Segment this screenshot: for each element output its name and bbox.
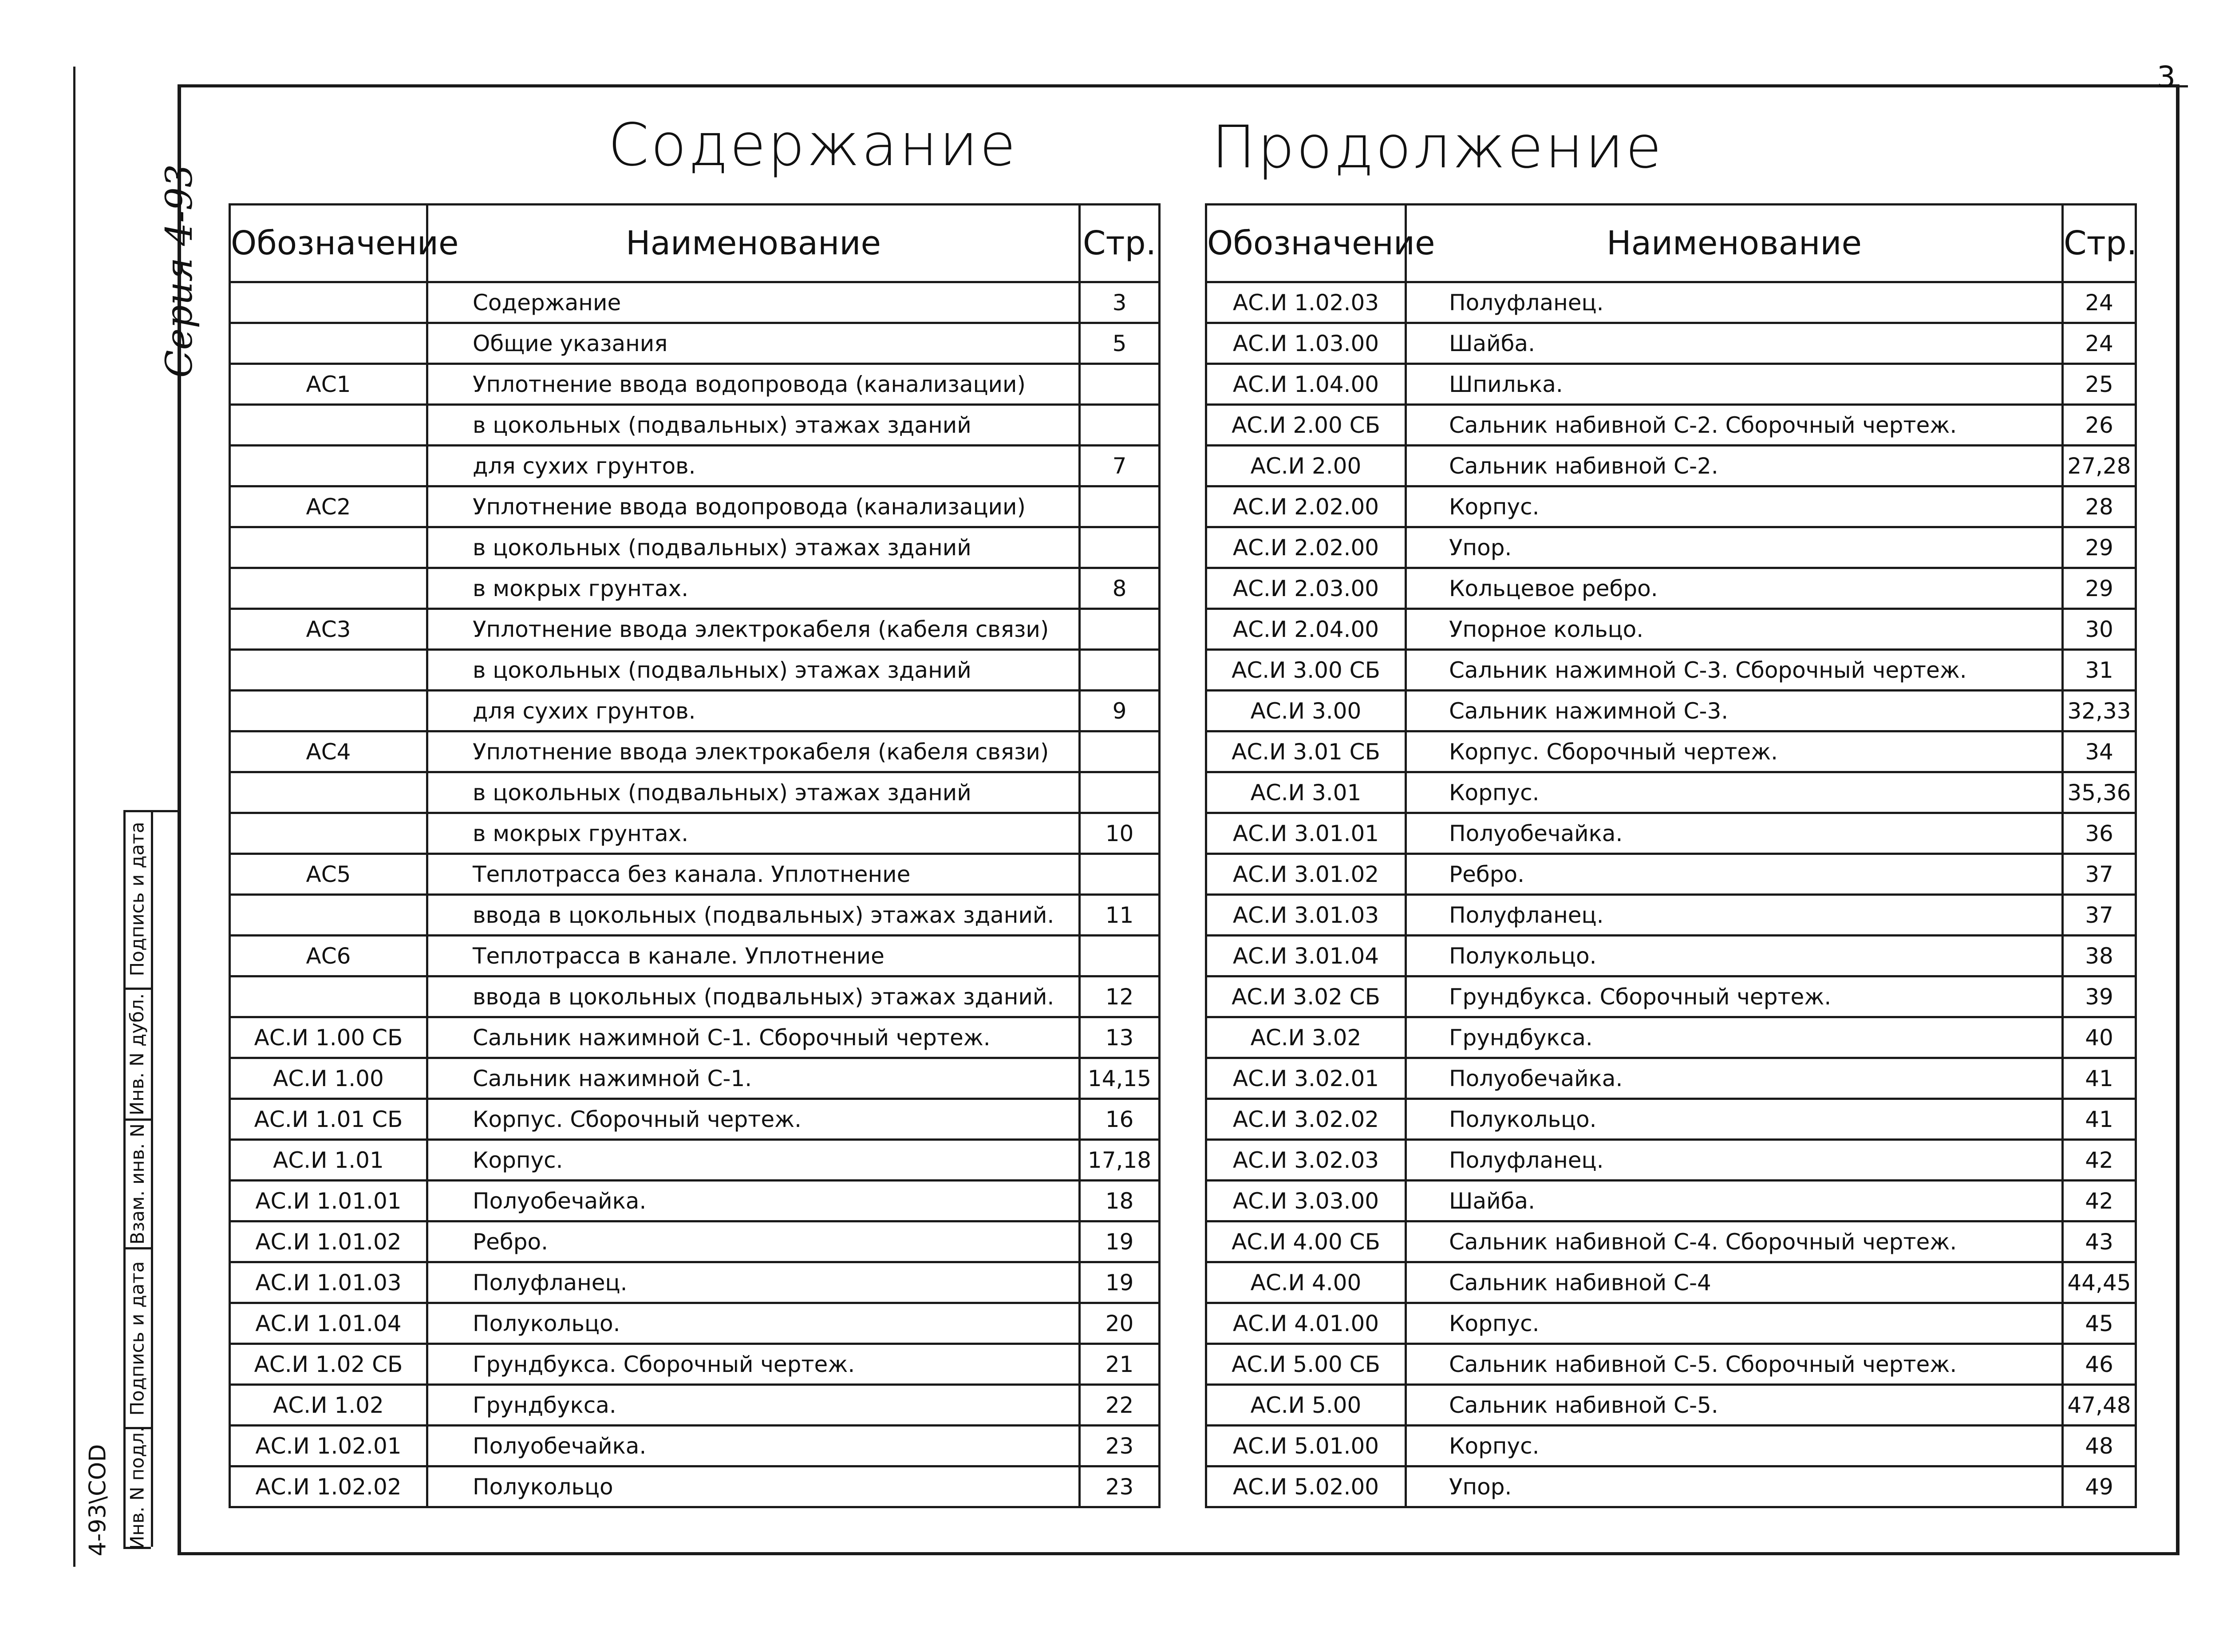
table-row	[230, 1262, 1160, 1303]
row-designation: АС.И 2.03.00	[1206, 568, 1406, 609]
row-name: Корпус.	[1406, 1426, 2063, 1466]
row-designation	[230, 405, 427, 446]
stamp-label: Подпись и дата	[126, 1261, 148, 1415]
table-row	[1206, 854, 2136, 895]
row-name: ввода в цокольных (подвальных) этажах зданий.	[427, 976, 1080, 1017]
row-name: Корпус.	[427, 1140, 1080, 1181]
row-name: Упорное кольцо.	[1406, 609, 2063, 650]
stamp-cell	[123, 1121, 151, 1249]
row-name: Уплотнение ввода электрокабеля (кабеля связи)	[427, 731, 1080, 772]
row-designation: АС.И 1.00	[230, 1058, 427, 1099]
document-code-text: 4-93\СОD	[84, 1444, 111, 1557]
row-designation: АС3	[230, 609, 427, 650]
row-name: Корпус.	[1406, 772, 2063, 813]
table-row	[230, 1344, 1160, 1385]
row-page: 37	[2063, 895, 2136, 936]
header-name: Наименование	[1406, 205, 2063, 282]
row-page: 39	[2063, 976, 2136, 1017]
table-row	[1206, 446, 2136, 486]
row-designation	[230, 323, 427, 364]
table-row	[1206, 813, 2136, 854]
row-page: 9	[1080, 691, 1160, 731]
row-designation: АС.И 5.02.00	[1206, 1466, 1406, 1507]
row-page: 38	[2063, 936, 2136, 976]
row-designation: АС.И 2.02.00	[1206, 486, 1406, 527]
table-row	[1206, 323, 2136, 364]
table-row	[230, 772, 1160, 813]
table-row	[230, 1058, 1160, 1099]
row-name: Общие указания	[427, 323, 1080, 364]
row-page: 43	[2063, 1221, 2136, 1262]
table-row	[1206, 1140, 2136, 1181]
contents-table-right	[1205, 203, 2137, 1508]
row-page: 34	[2063, 731, 2136, 772]
table-row	[230, 1099, 1160, 1140]
row-designation: АС.И 1.03.00	[1206, 323, 1406, 364]
row-name: Сальник набивной С-5.	[1406, 1385, 2063, 1426]
table-row	[1206, 1221, 2136, 1262]
table-row	[230, 282, 1160, 323]
left-binding-line	[73, 67, 75, 1567]
stamp-cell	[123, 990, 151, 1121]
row-name: Грундбукса.	[427, 1385, 1080, 1426]
row-page: 19	[1080, 1221, 1160, 1262]
row-name: ввода в цокольных (подвальных) этажах зданий.	[427, 895, 1080, 936]
table-row	[230, 1140, 1160, 1181]
row-name: Теплотрасса в канале. Уплотнение	[427, 936, 1080, 976]
row-page: 24	[2063, 282, 2136, 323]
row-page: 48	[2063, 1426, 2136, 1466]
table-row	[230, 1426, 1160, 1466]
row-designation: АС.И 1.01.04	[230, 1303, 427, 1344]
row-designation: АС.И 1.01.02	[230, 1221, 427, 1262]
row-designation: АС.И 5.01.00	[1206, 1426, 1406, 1466]
row-page: 29	[2063, 527, 2136, 568]
row-designation: АС.И 1.04.00	[1206, 364, 1406, 405]
header-designation: Обозначение	[230, 205, 427, 282]
table-row	[1206, 650, 2136, 691]
row-page	[1080, 731, 1160, 772]
row-name: Полуобечайка.	[1406, 813, 2063, 854]
header-designation: Обозначение	[1206, 205, 1406, 282]
row-page	[1080, 405, 1160, 446]
row-name: Шайба.	[1406, 1181, 2063, 1221]
row-name: Полукольцо.	[1406, 936, 2063, 976]
stamp-cell	[123, 1249, 151, 1429]
row-page: 37	[2063, 854, 2136, 895]
row-designation	[230, 813, 427, 854]
table-row	[1206, 1466, 2136, 1507]
table-row	[230, 976, 1160, 1017]
stamp-label: Подпись и дата	[126, 822, 148, 976]
table-row	[230, 650, 1160, 691]
table-row	[1206, 282, 2136, 323]
table-row	[1206, 364, 2136, 405]
row-page: 40	[2063, 1017, 2136, 1058]
row-name: в цокольных (подвальных) этажах зданий	[427, 650, 1080, 691]
row-name: Грундбукса. Сборочный чертеж.	[427, 1344, 1080, 1385]
row-page: 45	[2063, 1303, 2136, 1344]
row-name: Кольцевое ребро.	[1406, 568, 2063, 609]
row-designation: АС.И 5.00 СБ	[1206, 1344, 1406, 1385]
row-name: Полуфланец.	[1406, 282, 2063, 323]
row-name: Полукольцо.	[427, 1303, 1080, 1344]
header-page: Стр.	[2063, 205, 2136, 282]
row-page: 12	[1080, 976, 1160, 1017]
row-designation: АС6	[230, 936, 427, 976]
row-page: 28	[2063, 486, 2136, 527]
table-row	[230, 1385, 1160, 1426]
row-name: Сальник набивной С-5. Сборочный чертеж.	[1406, 1344, 2063, 1385]
row-designation: АС.И 3.00 СБ	[1206, 650, 1406, 691]
row-name: Полукольцо.	[1406, 1099, 2063, 1140]
table-row	[1206, 1344, 2136, 1385]
row-name: Корпус.	[1406, 486, 2063, 527]
row-page	[1080, 609, 1160, 650]
contents-rows-left	[230, 282, 1160, 1507]
row-designation: АС.И 3.01.04	[1206, 936, 1406, 976]
row-page: 11	[1080, 895, 1160, 936]
row-designation: АС.И 2.00 СБ	[1206, 405, 1406, 446]
table-row	[230, 1303, 1160, 1344]
row-page: 14,15	[1080, 1058, 1160, 1099]
row-page	[1080, 527, 1160, 568]
row-designation: АС.И 4.00 СБ	[1206, 1221, 1406, 1262]
table-row	[1206, 1058, 2136, 1099]
row-name: Полуфланец.	[1406, 895, 2063, 936]
row-designation: АС.И 3.03.00	[1206, 1181, 1406, 1221]
header-name: Наименование	[427, 205, 1080, 282]
row-designation: АС.И 1.01.03	[230, 1262, 427, 1303]
row-page: 20	[1080, 1303, 1160, 1344]
row-designation: АС.И 1.00 СБ	[230, 1017, 427, 1058]
row-designation: АС.И 3.02.01	[1206, 1058, 1406, 1099]
row-designation: АС.И 1.01	[230, 1140, 427, 1181]
row-designation: АС.И 1.02 СБ	[230, 1344, 427, 1385]
row-name: Полуобечайка.	[427, 1181, 1080, 1221]
table-row	[1206, 1181, 2136, 1221]
table-row	[230, 1221, 1160, 1262]
row-page: 7	[1080, 446, 1160, 486]
row-designation: АС.И 1.02.01	[230, 1426, 427, 1466]
table-row	[230, 568, 1160, 609]
row-name: в мокрых грунтах.	[427, 568, 1080, 609]
row-name: Упор.	[1406, 1466, 2063, 1507]
row-designation: АС.И 1.02.03	[1206, 282, 1406, 323]
row-page: 47,48	[2063, 1385, 2136, 1426]
table-row	[230, 486, 1160, 527]
row-designation: АС.И 3.02	[1206, 1017, 1406, 1058]
row-name: Сальник нажимной С-1. Сборочный чертеж.	[427, 1017, 1080, 1058]
row-designation: АС.И 2.00	[1206, 446, 1406, 486]
row-designation: АС.И 3.01.02	[1206, 854, 1406, 895]
table-row	[1206, 568, 2136, 609]
row-designation: АС.И 1.01.01	[230, 1181, 427, 1221]
table-row	[1206, 1017, 2136, 1058]
row-page	[1080, 936, 1160, 976]
row-designation: АС.И 1.02	[230, 1385, 427, 1426]
row-page: 26	[2063, 405, 2136, 446]
row-page: 23	[1080, 1426, 1160, 1466]
table-row	[230, 813, 1160, 854]
series-label	[146, 146, 213, 395]
row-name: в мокрых грунтах.	[427, 813, 1080, 854]
row-page	[1080, 854, 1160, 895]
row-name: Уплотнение ввода электрокабеля (кабеля связи)	[427, 609, 1080, 650]
table-row	[230, 405, 1160, 446]
row-name: Сальник нажимной С-1.	[427, 1058, 1080, 1099]
table-row	[230, 936, 1160, 976]
row-page: 17,18	[1080, 1140, 1160, 1181]
title-continuation: Продолжение	[1212, 113, 1663, 182]
row-name: Корпус. Сборочный чертеж.	[1406, 731, 2063, 772]
row-page: 23	[1080, 1466, 1160, 1507]
row-page: 18	[1080, 1181, 1160, 1221]
table-row	[230, 323, 1160, 364]
row-designation	[230, 568, 427, 609]
row-designation: АС.И 3.01	[1206, 772, 1406, 813]
row-name: в цокольных (подвальных) этажах зданий	[427, 772, 1080, 813]
table-row	[1206, 731, 2136, 772]
table-row	[1206, 486, 2136, 527]
row-name: Уплотнение ввода водопровода (канализации)	[427, 364, 1080, 405]
table-row	[230, 364, 1160, 405]
row-page: 29	[2063, 568, 2136, 609]
row-page: 32,33	[2063, 691, 2136, 731]
row-name: Полуфланец.	[1406, 1140, 2063, 1181]
row-name: Полукольцо	[427, 1466, 1080, 1507]
table-row	[1206, 609, 2136, 650]
row-page: 19	[1080, 1262, 1160, 1303]
table-row	[1206, 1262, 2136, 1303]
row-designation	[230, 527, 427, 568]
row-name: Сальник набивной С-2. Сборочный чертеж.	[1406, 405, 2063, 446]
row-designation: АС4	[230, 731, 427, 772]
row-page: 36	[2063, 813, 2136, 854]
stamp-label: Инв. N дубл.	[126, 993, 148, 1115]
row-designation: АС.И 3.01.01	[1206, 813, 1406, 854]
row-designation: АС.И 3.01.03	[1206, 895, 1406, 936]
table-header-row	[1206, 205, 2136, 282]
row-page	[1080, 486, 1160, 527]
row-name: Сальник нажимной С-3.	[1406, 691, 2063, 731]
row-designation	[230, 446, 427, 486]
row-page: 13	[1080, 1017, 1160, 1058]
row-name: Сальник набивной С-4. Сборочный чертеж.	[1406, 1221, 2063, 1262]
row-name: Грундбукса. Сборочный чертеж.	[1406, 976, 2063, 1017]
table-row	[230, 446, 1160, 486]
table-header-row	[230, 205, 1160, 282]
table-row	[1206, 1099, 2136, 1140]
row-name: Ребро.	[427, 1221, 1080, 1262]
row-page: 8	[1080, 568, 1160, 609]
row-name: Сальник набивной С-4	[1406, 1262, 2063, 1303]
row-page: 44,45	[2063, 1262, 2136, 1303]
table-row	[230, 609, 1160, 650]
table-row	[230, 731, 1160, 772]
row-designation	[230, 650, 427, 691]
row-page: 30	[2063, 609, 2136, 650]
row-name: Сальник набивной С-2.	[1406, 446, 2063, 486]
row-name: для сухих грунтов.	[427, 446, 1080, 486]
row-page	[1080, 650, 1160, 691]
table-row	[1206, 1426, 2136, 1466]
row-page: 3	[1080, 282, 1160, 323]
row-page: 10	[1080, 813, 1160, 854]
row-designation: АС.И 5.00	[1206, 1385, 1406, 1426]
table-row	[1206, 1303, 2136, 1344]
row-page: 5	[1080, 323, 1160, 364]
row-page: 41	[2063, 1058, 2136, 1099]
table-row	[1206, 691, 2136, 731]
stamp-label: Взам. инв. N	[126, 1123, 148, 1245]
row-designation: АС2	[230, 486, 427, 527]
row-name: Упор.	[1406, 527, 2063, 568]
row-designation: АС.И 3.02.02	[1206, 1099, 1406, 1140]
row-page: 42	[2063, 1181, 2136, 1221]
row-designation: АС.И 1.02.02	[230, 1466, 427, 1507]
header-page: Стр.	[1080, 205, 1160, 282]
row-name: в цокольных (подвальных) этажах зданий	[427, 405, 1080, 446]
stamp-label: Инв. N подл.	[126, 1426, 148, 1550]
table-row	[230, 1181, 1160, 1221]
row-name: в цокольных (подвальных) этажах зданий	[427, 527, 1080, 568]
row-designation	[230, 976, 427, 1017]
document-code	[67, 1434, 129, 1567]
row-name: Полуфланец.	[427, 1262, 1080, 1303]
row-name: Шпилька.	[1406, 364, 2063, 405]
row-page	[1080, 772, 1160, 813]
row-page: 41	[2063, 1099, 2136, 1140]
row-designation	[230, 772, 427, 813]
row-page: 25	[2063, 364, 2136, 405]
table-row	[230, 854, 1160, 895]
row-page: 31	[2063, 650, 2136, 691]
stamp-divider	[151, 810, 153, 1547]
row-designation: АС.И 2.04.00	[1206, 609, 1406, 650]
row-page: 46	[2063, 1344, 2136, 1385]
series-label-text: Серия 4-93	[158, 164, 201, 378]
row-page	[1080, 364, 1160, 405]
row-name: Сальник нажимной С-3. Сборочный чертеж.	[1406, 650, 2063, 691]
contents-rows-right	[1206, 282, 2136, 1507]
row-designation: АС.И 3.02 СБ	[1206, 976, 1406, 1017]
row-designation: АС.И 4.01.00	[1206, 1303, 1406, 1344]
row-designation: АС.И 3.00	[1206, 691, 1406, 731]
row-name: Уплотнение ввода водопровода (канализации)	[427, 486, 1080, 527]
table-row	[1206, 1385, 2136, 1426]
row-page: 49	[2063, 1466, 2136, 1507]
row-designation: АС.И 3.01 СБ	[1206, 731, 1406, 772]
title-contents: Содержание	[608, 111, 1018, 179]
row-name: Корпус.	[1406, 1303, 2063, 1344]
row-page: 22	[1080, 1385, 1160, 1426]
table-row	[1206, 405, 2136, 446]
row-name: Корпус. Сборочный чертеж.	[427, 1099, 1080, 1140]
row-page: 35,36	[2063, 772, 2136, 813]
row-name: Грундбукса.	[1406, 1017, 2063, 1058]
table-row	[1206, 895, 2136, 936]
table-row	[230, 691, 1160, 731]
row-designation	[230, 895, 427, 936]
row-page: 42	[2063, 1140, 2136, 1181]
row-page: 27,28	[2063, 446, 2136, 486]
table-row	[1206, 976, 2136, 1017]
stamp-cell	[123, 810, 151, 990]
row-name: Ребро.	[1406, 854, 2063, 895]
row-designation: АС.И 1.01 СБ	[230, 1099, 427, 1140]
row-page: 24	[2063, 323, 2136, 364]
table-row	[1206, 936, 2136, 976]
page-number: 3	[2157, 60, 2176, 94]
contents-table-left	[229, 203, 1161, 1508]
row-designation: АС.И 2.02.00	[1206, 527, 1406, 568]
row-name: Полуобечайка.	[427, 1426, 1080, 1466]
row-name: Теплотрасса без канала. Уплотнение	[427, 854, 1080, 895]
row-name: Шайба.	[1406, 323, 2063, 364]
table-row	[230, 895, 1160, 936]
row-designation	[230, 282, 427, 323]
table-row	[230, 527, 1160, 568]
table-row	[230, 1466, 1160, 1507]
row-name: для сухих грунтов.	[427, 691, 1080, 731]
row-page: 16	[1080, 1099, 1160, 1140]
row-designation: АС1	[230, 364, 427, 405]
row-name: Содержание	[427, 282, 1080, 323]
table-row	[1206, 527, 2136, 568]
table-row	[230, 1017, 1160, 1058]
row-designation: АС.И 3.02.03	[1206, 1140, 1406, 1181]
row-designation: АС5	[230, 854, 427, 895]
table-row	[1206, 772, 2136, 813]
row-designation: АС.И 4.00	[1206, 1262, 1406, 1303]
row-designation	[230, 691, 427, 731]
row-page: 21	[1080, 1344, 1160, 1385]
row-name: Полуобечайка.	[1406, 1058, 2063, 1099]
